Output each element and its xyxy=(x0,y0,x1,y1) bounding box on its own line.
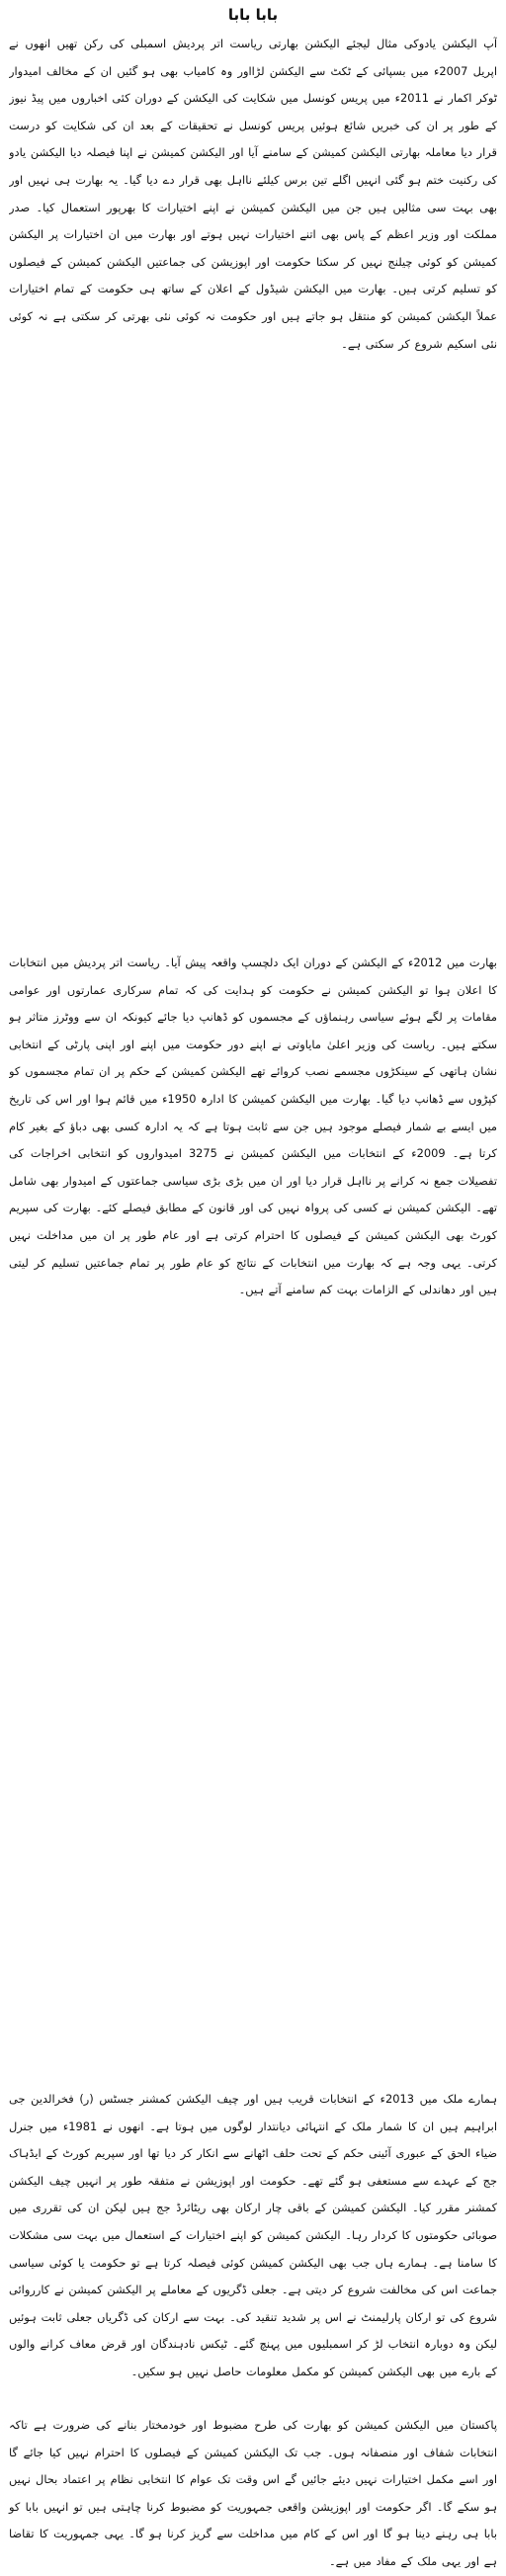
article-paragraph-3: ہمارے ملک میں 2013ء کے انتخابات قریب ہیں اور چیف الیکشن کمشنر جسٹس (ر) فخرالدین جی ابراہیم ہیں ان کا شمار ملک کے انتہائی دیانتدار لوگوں میں ہوتا ہے۔ انھوں نے 1981ء میں جنرل ضیاء الحق کے عبوری آئینی حکم کے تحت حلف اٹھانے سے انکار کر دیا تھا اور سپریم کورٹ کے ایڈہاک جج کے عہدے سے مستعفی ہو گئے تھے۔ حکومت اور اپوزیشن نے متفقہ طور پر انہیں چیف الیکشن کمشنر مقرر کیا۔ الیکشن کمیشن کے باقی چار ارکان بھی ریٹائرڈ جج ہیں لیکن ان کی تقرری میں صوبائی حکومتوں کا کردار رہا۔ الیکشن کمیشن کو اپنے اختیارات کے استعمال میں بہت سی مشکلات کا سامنا ہے۔ ہمارے ہاں جب بھی الیکشن کمیشن کوئی فیصلہ کرتا ہے تو حکومت یا کوئی سیاسی جماعت اس کی مخالفت شروع کر دیتی ہے۔ جعلی ڈگریوں کے معاملے پر الیکشن کمیشن نے کارروائی شروع کی تو ارکان پارلیمنٹ نے اس پر شدید تنقید کی۔ بہت سے ارکان کی ڈگریاں جعلی ثابت ہوئیں لیکن وہ دوبارہ انتخاب لڑ کر اسمبلیوں میں پہنچ گئے۔ ٹیکس نادہندگان اور قرض معاف کرانے والوں کے بارے میں بھی الیکشن کمیشن کو مکمل معلومات حاصل نہیں ہو سکیں۔ xyxy=(9,2092,497,2378)
article-paragraph-2: بھارت میں 2012ء کے الیکشن کے دوران ایک دلچسپ واقعہ پیش آیا۔ ریاست اتر پردیش میں انتخابات کا اعلان ہوا تو الیکشن کمیشن نے حکومت کو ہدایت کی کہ تمام سرکاری عمارتوں اور عوامی مقامات پر لگے ہوئے سیاسی رہنماؤں کے مجسموں کو ڈھانپ دیا جائے کیونکہ ان سے ووٹرز متاثر ہو سکتے ہیں۔ ریاست کی وزیر اعلیٰ مایاوتی نے اپنے دور حکومت میں اپنے اور اپنی پارٹی کے انتخابی نشان ہاتھی کے سینکڑوں مجسمے نصب کروائے تھے الیکشن کمیشن کے حکم پر ان تمام مجسموں کو کپڑوں سے ڈھانپ دیا گیا۔ بھارت میں الیکشن کمیشن کا ادارہ 1950ء میں قائم ہوا اور اس کی تاریخ میں ایسے بے شمار فیصلے موجود ہیں جن سے ثابت ہوتا ہے کہ یہ ادارہ کسی بھی دباؤ کے بغیر کام کرتا ہے۔ 2009ء کے انتخابات میں الیکشن کمیشن نے 3275 امیدواروں کو انتخابی اخراجات کی تفصیلات جمع نہ کرانے پر نااہل قرار دیا اور ان میں بڑی بڑی سیاسی جماعتوں کے امیدوار بھی شامل تھے۔ الیکشن کمیشن نے کسی کی پرواہ نہیں کی اور قانون کے مطابق فیصلے کئے۔ بھارت کی سپریم کورٹ بھی الیکشن کمیشن کے فیصلوں کا احترام کرتی ہے اور عام طور پر ان میں مداخلت نہیں کرتی۔ یہی وجہ ہے کہ بھارت میں انتخابات کے نتائج کو عام طور پر تمام جماعتیں تسلیم کر لیتی ہیں اور دھاندلی کے الزامات بہت کم سامنے آتے ہیں۔ xyxy=(9,956,497,1297)
article-title: بابا بابا xyxy=(227,6,279,24)
article-paragraph-1: آپ الیکشن یادوکی مثال لیجئے الیکشن بھارتی ریاست اتر پردیش اسمبلی کی رکن تھیں انھوں نے اپریل 2007ء میں بسپائی کے ٹکٹ سے الیکشن لڑااور وہ کامیاب بھی ہو گئیں ان کے مخالف امیدوار ٹوکر اکمار نے 2011ء میں پریس کونسل میں شکایت کی الیکشن کے دوران کئی اخباروں میں پیڈ نیوز کے طور پر ان کی خبریں شائع ہوئیں پریس کونسل نے تحقیقات کے بعد ان کی شکایت کو درست قرار دیا معاملہ بھارتی الیکشن کمیشن کے سامنے آیا اور الیکشن کمیشن نے اپنا فیصلہ دیا الیکشن یادو کی رکنیت ختم ہو گئی انہیں اگلے تین برس کیلئے نااہل بھی قرار دے دیا گیا۔ یہ بھارت ہی نہیں اور بھی بہت سی مثالیں ہیں جن میں الیکشن کمیشن نے اپنے اختیارات کا بھرپور استعمال کیا۔ صدر مملکت اور وزیر اعظم کے پاس بھی اتنے اختیارات نہیں ہوتے اور بھارت میں ان اختیارات پر الیکشن کمیشن کو کوئی چیلنج نہیں کر سکتا حکومت اور اپوزیشن کی جماعتیں الیکشن کمیشن کے فیصلوں کو تسلیم کرتی ہیں۔ بھارت میں الیکشن شیڈول کے اعلان کے ساتھ ہی حکومت کے تمام اختیارات عملاً الیکشن کمیشن کو منتقل ہو جاتے ہیں اور حکومت نہ کوئی نئی بھرتی کر سکتی ہے نہ کوئی نئی اسکیم شروع کر سکتی ہے۔ xyxy=(9,37,497,351)
article-paragraph-4: پاکستان میں الیکشن کمیشن کو بھارت کی طرح مضبوط اور خودمختار بنانے کی ضرورت ہے تاکہ انتخابات شفاف اور منصفانہ ہوں۔ جب تک الیکشن کمیشن کے فیصلوں کا احترام نہیں کیا جائے گا اور اسے مکمل اختیارات نہیں دیئے جائیں گے اس وقت تک عوام کا انتخابی نظام پر اعتماد بحال نہیں ہو سکے گا۔ اگر حکومت اور اپوزیشن واقعی جمہوریت کو مضبوط کرنا چاہتی ہیں تو انہیں بابا کو بابا ہی رہنے دینا ہو گا اور اس کے کام میں مداخلت سے گریز کرنا ہو گا۔ یہی جمہوریت کا تقاضا ہے اور یہی ملک کے مفاد میں ہے۔ xyxy=(9,2418,497,2568)
